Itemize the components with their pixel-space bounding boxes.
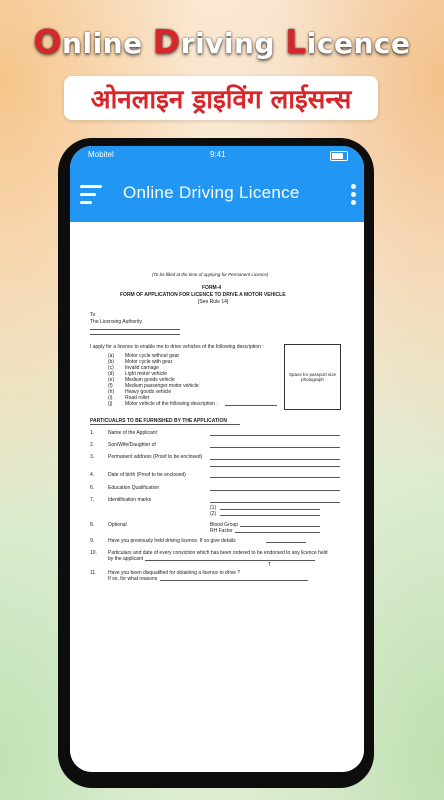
field-label: Name of the Applicant — [108, 430, 157, 436]
t-mark: T — [268, 562, 272, 568]
form-rule: [See Rule 14] — [198, 299, 229, 305]
form-authority: The Licensing Authority — [90, 319, 142, 325]
status-bar — [70, 146, 364, 166]
heading-underline — [90, 424, 240, 425]
particulars-heading: PARTICUALRS TO BE FURNISHED BY THE APPLICATION — [90, 418, 227, 424]
apply-text: I apply for a licence to enable me to drive vehicles of the following description : — [90, 344, 264, 350]
field-number: 7. — [90, 497, 95, 503]
field-number: 3. — [90, 454, 95, 460]
field-label: Have you been disqualified for obtaining a licence to drive ? — [108, 570, 241, 576]
promo-headline — [0, 22, 444, 61]
form-number: FORM-4 — [202, 285, 222, 291]
fill-line — [220, 509, 320, 510]
fill-line — [235, 532, 320, 533]
field-number: 1. — [90, 430, 95, 436]
vehicle-label: Motor vehicle of the following description : — [125, 401, 218, 407]
vehicle-key: (j) — [108, 401, 113, 407]
field-number: 6. — [90, 485, 95, 491]
vehicle-key: (b) — [108, 359, 115, 365]
fill-line — [210, 502, 340, 503]
field-label: Education Qualification — [108, 485, 160, 491]
vehicle-key: (i) — [108, 395, 113, 401]
form-document[interactable] — [70, 222, 364, 772]
vehicle-label: Heavy goods vehicle — [125, 389, 172, 395]
fill-line — [210, 477, 340, 478]
field-label: Identification marks — [108, 497, 152, 503]
field-number: 9. — [90, 538, 95, 544]
address-line — [90, 329, 180, 330]
vehicle-label: Road roller — [125, 395, 150, 401]
vehicle-label: Medium passenger motor vehicle — [125, 383, 199, 389]
photo-box-label: Space for passport size photograph — [288, 372, 337, 382]
fill-line — [160, 580, 308, 581]
blood-group-label: Blood Group — [210, 522, 239, 528]
by-applicant-label: by the applicant — [108, 556, 144, 562]
fill-line — [210, 490, 340, 491]
field-label: Permanent address (Proof to be enclosed) — [108, 454, 203, 460]
menu-icon[interactable] — [80, 183, 104, 205]
vehicle-key: (f) — [108, 383, 113, 389]
vehicle-label: Invalid carriage — [125, 365, 159, 371]
headline-word: Driving — [152, 22, 286, 61]
vehicle-label: Motor cycle without gear — [125, 353, 180, 359]
carrier-label: Mobitel — [88, 150, 114, 159]
vehicle-key: (c) — [108, 365, 114, 371]
hindi-title: ओनलाइन ड्राइविंग लाईसन्स — [90, 85, 352, 115]
app-title: Online Driving Licence — [123, 183, 300, 202]
form-heading: FORM OF APPLICATION FOR LICENCE TO DRIVE A MOTOR VEHICLE — [120, 292, 286, 298]
fill-line — [225, 405, 277, 406]
form-to: To — [90, 312, 96, 318]
field-label: Have you previously held driving licence. If so give details — [108, 538, 236, 544]
vehicle-label: Motor cycle with gear — [125, 359, 173, 365]
vehicle-label: Medium goods vehicle — [125, 377, 175, 383]
field-label: Date of birth (Proof to be enclosed) — [108, 472, 186, 478]
field-number: 2. — [90, 442, 95, 448]
vehicle-label: Light motor vehicle — [125, 371, 167, 377]
fill-line — [210, 466, 340, 467]
vehicle-key: (d) — [108, 371, 115, 377]
fill-line — [240, 526, 320, 527]
fill-line — [210, 447, 340, 448]
field-label: Optional — [108, 522, 127, 528]
vehicle-key: (a) — [108, 353, 115, 359]
app-bar — [70, 166, 364, 222]
fill-line — [210, 459, 340, 460]
field-number: 4. — [90, 472, 95, 478]
id-mark-number: (2) — [210, 511, 217, 517]
phone-screen — [70, 146, 364, 772]
headline-word: Licence — [285, 22, 411, 61]
field-number: 10. — [90, 550, 97, 556]
form-note: (To be filled at the time of applying for Permanent Licence) — [152, 272, 269, 277]
hindi-title-banner — [64, 76, 378, 120]
reasons-label: If so, for what reasons — [108, 576, 158, 582]
vehicle-key: (e) — [108, 377, 115, 383]
field-number: 11. — [90, 570, 97, 576]
fill-line — [210, 435, 340, 436]
fill-line — [266, 542, 306, 543]
battery-icon — [330, 151, 348, 161]
headline-word: Online — [33, 22, 153, 61]
address-line — [90, 334, 180, 335]
field-label: Particulars and date of every conviction which has been ordered to be endorsed to any licence held — [108, 550, 328, 556]
more-options-icon[interactable] — [348, 182, 358, 208]
photo-box — [284, 344, 341, 410]
fill-line — [220, 515, 320, 516]
field-number: 8. — [90, 522, 95, 528]
fill-line — [145, 560, 315, 561]
clock: 9:41 — [210, 150, 226, 159]
id-mark-number: (1) — [210, 505, 217, 511]
vehicle-key: (h) — [108, 389, 115, 395]
field-label: Son/Wife/Daughter of — [108, 442, 156, 448]
rh-factor-label: RH Factor — [210, 528, 233, 534]
